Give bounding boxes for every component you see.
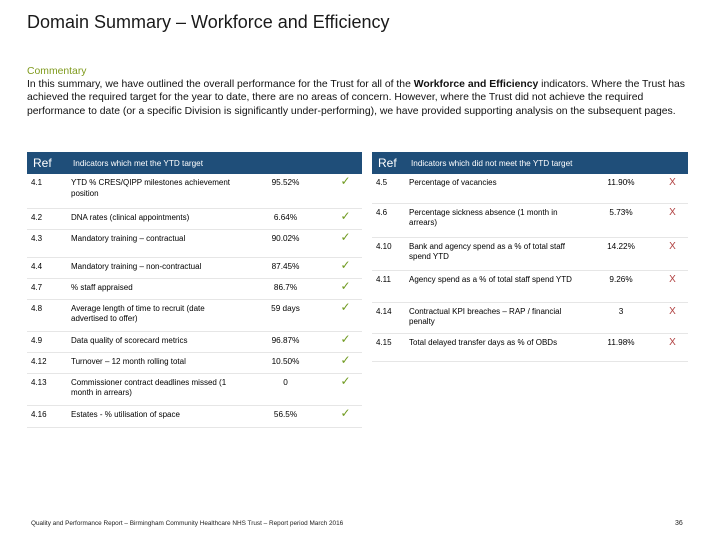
met-value-cell: 59 days <box>242 299 327 331</box>
not-met-status-icon <box>655 237 688 270</box>
cross-icon: X <box>669 305 676 317</box>
commentary-text-end: indicators. Where the Trust has achieved the required target for the year to date, there are no areas of concern. However, where the Trust did not achieve the required performance to date (or a specific Division is significantly under-performing), we have provided supporting analysis on the subsequent pages. <box>27 79 685 117</box>
met-indicator-cell: Turnover – 12 month rolling total <box>67 352 242 373</box>
met-status-icon <box>327 331 362 352</box>
met-ref-header: Ref <box>27 152 67 174</box>
met-status-icon <box>327 373 362 405</box>
met-indicator-cell: DNA rates (clinical appointments) <box>67 208 242 229</box>
met-ref-cell: 4.3 <box>27 229 67 257</box>
met-indicator-cell: Mandatory training – contractual <box>67 229 242 257</box>
met-row <box>27 278 362 299</box>
not-met-ref-cell: 4.14 <box>372 302 405 333</box>
not-met-value-cell: 14.22% <box>585 237 655 270</box>
tick-icon: ✓ <box>340 373 351 388</box>
not-met-ref-cell: 4.11 <box>372 270 405 302</box>
met-value-cell: 10.50% <box>242 352 327 373</box>
not-met-status-icon <box>655 203 688 237</box>
met-value-cell: 0 <box>242 373 327 405</box>
met-row <box>27 299 362 331</box>
met-row <box>27 373 362 405</box>
not-met-row <box>372 333 688 361</box>
commentary-heading: Commentary <box>27 66 87 77</box>
met-ref-cell: 4.9 <box>27 331 67 352</box>
tick-icon: ✓ <box>340 405 351 420</box>
met-indicator-cell: Average length of time to recruit (date advertised to offer) <box>67 299 242 331</box>
not-met-row <box>372 203 688 237</box>
not-met-status-icon <box>655 302 688 333</box>
not-met-table-header <box>372 152 688 174</box>
cross-icon: X <box>669 273 676 285</box>
met-value-cell: 56.5% <box>242 405 327 427</box>
met-status-icon <box>327 352 362 373</box>
met-indicator-cell: % staff appraised <box>67 278 242 299</box>
met-row <box>27 208 362 229</box>
tick-icon: ✓ <box>340 352 351 367</box>
tick-icon: ✓ <box>340 278 351 293</box>
not-met-ref-cell: 4.5 <box>372 174 405 203</box>
met-table-body <box>27 174 362 427</box>
tick-icon: ✓ <box>340 299 351 314</box>
cross-icon: X <box>669 177 676 188</box>
met-indicator-cell: Mandatory training – non-contractual <box>67 257 242 278</box>
commentary-text-start: In this summary, we have outlined the overall performance for the Trust for all of the <box>27 79 414 91</box>
met-ref-cell: 4.12 <box>27 352 67 373</box>
met-indicator-cell: YTD % CRES/QIPP milestones achievement position <box>67 174 242 208</box>
met-ref-cell: 4.13 <box>27 373 67 405</box>
met-indicator-cell: Estates - % utilisation of space <box>67 405 242 427</box>
not-met-row <box>372 174 688 203</box>
met-status-icon <box>327 299 362 331</box>
not-met-indicator-cell: Bank and agency spend as a % of total staff spend YTD <box>405 237 585 270</box>
not-met-value-cell: 5.73% <box>585 203 655 237</box>
not-met-ref-cell: 4.10 <box>372 237 405 270</box>
tick-icon: ✓ <box>340 208 351 223</box>
met-status-icon <box>327 405 362 427</box>
not-met-status-icon <box>655 174 688 203</box>
met-indicator-cell: Data quality of scorecard metrics <box>67 331 242 352</box>
met-status-icon <box>327 208 362 229</box>
not-met-status-icon <box>655 333 688 361</box>
met-row <box>27 352 362 373</box>
not-met-indicator-cell: Percentage of vacancies <box>405 174 585 203</box>
page-title: Domain Summary – Workforce and Efficiency <box>27 12 390 32</box>
cross-icon: X <box>669 336 676 348</box>
not-met-ref-header: Ref <box>372 152 405 174</box>
commentary-text <box>27 78 697 118</box>
tick-icon: ✓ <box>340 331 351 346</box>
met-row <box>27 229 362 257</box>
not-met-value-cell: 9.26% <box>585 270 655 302</box>
met-ref-cell: 4.8 <box>27 299 67 331</box>
met-ref-cell: 4.1 <box>27 174 67 208</box>
met-ref-cell: 4.7 <box>27 278 67 299</box>
commentary-bold: Workforce and Efficiency <box>413 79 539 91</box>
met-value-cell: 87.45% <box>242 257 327 278</box>
met-value-cell: 95.52% <box>242 174 327 208</box>
met-value-cell: 86.7% <box>242 278 327 299</box>
not-met-target-table <box>372 152 688 362</box>
not-met-row <box>372 270 688 302</box>
met-row <box>27 405 362 427</box>
met-target-table <box>27 152 362 428</box>
met-row <box>27 174 362 208</box>
met-status-icon <box>327 278 362 299</box>
not-met-indicator-cell: Contractual KPI breaches – RAP / financial penalty <box>405 302 585 333</box>
met-table-header <box>27 152 362 174</box>
tick-icon: ✓ <box>340 257 351 272</box>
not-met-ref-cell: 4.15 <box>372 333 405 361</box>
met-value-cell: 96.87% <box>242 331 327 352</box>
met-row <box>27 257 362 278</box>
tick-icon: ✓ <box>340 174 351 188</box>
not-met-indicator-cell: Agency spend as a % of total staff spend YTD <box>405 270 585 302</box>
footer-text: Quality and Performance Report – Birmingham Community Healthcare NHS Trust – Report period March 2016 <box>31 520 344 527</box>
met-row <box>27 331 362 352</box>
cross-icon: X <box>669 240 676 252</box>
not-met-table-body <box>372 174 688 361</box>
met-ref-cell: 4.4 <box>27 257 67 278</box>
tick-icon: ✓ <box>340 229 351 244</box>
not-met-row <box>372 237 688 270</box>
met-status-icon <box>327 229 362 257</box>
commentary <box>27 65 697 118</box>
met-value-cell: 90.02% <box>242 229 327 257</box>
met-status-icon <box>327 257 362 278</box>
met-desc-header: Indicators which met the YTD target <box>67 152 362 174</box>
not-met-row <box>372 302 688 333</box>
not-met-indicator-cell: Percentage sickness absence (1 month in arrears) <box>405 203 585 237</box>
not-met-indicator-cell: Total delayed transfer days as % of OBDs <box>405 333 585 361</box>
not-met-status-icon <box>655 270 688 302</box>
met-value-cell: 6.64% <box>242 208 327 229</box>
not-met-desc-header: Indicators which did not meet the YTD target <box>405 152 688 174</box>
met-ref-cell: 4.16 <box>27 405 67 427</box>
met-status-icon <box>327 174 362 208</box>
page-number: 36 <box>675 520 683 527</box>
met-ref-cell: 4.2 <box>27 208 67 229</box>
cross-icon: X <box>669 206 676 218</box>
not-met-value-cell: 11.90% <box>585 174 655 203</box>
not-met-value-cell: 11.98% <box>585 333 655 361</box>
not-met-value-cell: 3 <box>585 302 655 333</box>
not-met-ref-cell: 4.6 <box>372 203 405 237</box>
met-indicator-cell: Commissioner contract deadlines missed (1 month in arrears) <box>67 373 242 405</box>
